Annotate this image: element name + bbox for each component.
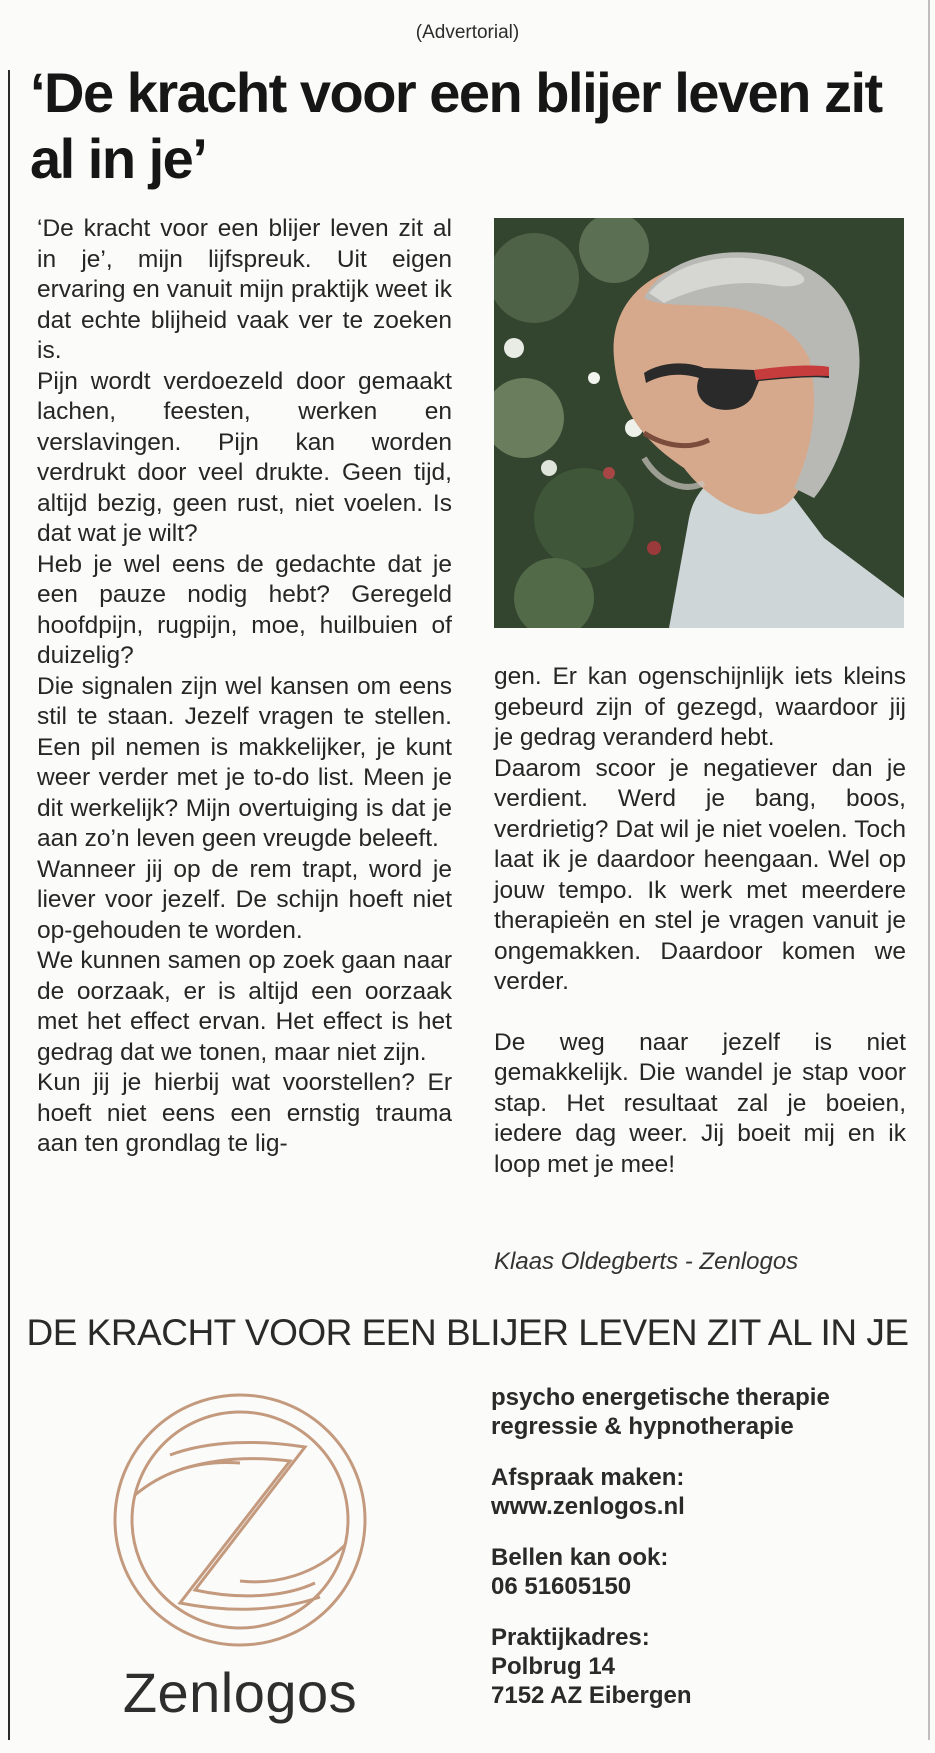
service-item: regressie & hypnotherapie bbox=[491, 1413, 794, 1440]
advertorial-label: (Advertorial) bbox=[415, 22, 520, 43]
paragraph: gen. Er kan ogenschijnlijk iets kleins gebeurd zijn of gezegd, waardoor jij je gedrag veranderd hebt. bbox=[494, 663, 906, 751]
contact-info bbox=[491, 1383, 911, 1732]
headline: ‘De kracht voor een blijer leven zit al in je’ bbox=[30, 61, 882, 190]
page-border-left bbox=[8, 70, 10, 1740]
address-label: Praktijkadres: bbox=[491, 1624, 650, 1651]
portrait-illustration bbox=[494, 218, 904, 628]
page-border-right bbox=[928, 0, 930, 1740]
phone-block bbox=[491, 1543, 911, 1601]
paragraph: Daarom scoor je negatiever dan je verdient. Werd je bang, boos, verdrietig? Dat wil je niet voelen. Toch laat ik je daardoor heengaan. Wel op jouw tempo. Ik werk met meerdere therapieën en stel je vragen vanuit je ongemakken. Daardoor komen we verder. bbox=[494, 754, 906, 995]
z-circle-icon bbox=[90, 1385, 390, 1655]
paragraph: Wanneer jij op de rem trapt, word je liever voor jezelf. De schijn hoeft niet op-gehouden te worden. bbox=[37, 855, 452, 944]
address-street: Polbrug 14 bbox=[491, 1653, 616, 1680]
logo-wordmark: Zenlogos bbox=[122, 1661, 358, 1724]
address-block bbox=[491, 1623, 911, 1710]
paragraph: De weg naar jezelf is niet gemakkelijk. Die wandel je stap voor stap. Het resultaat zal je boeien, iedere dag weer. Jij boeit mij en ik loop met je mee! bbox=[494, 1028, 906, 1178]
appointment-block bbox=[491, 1463, 911, 1521]
article-column-left bbox=[37, 214, 452, 1160]
paragraph: We kunnen samen op zoek gaan naar de oorzaak, er is altijd een oorzaak met het effect ervan. Het effect is het gedrag dat we tonen, maar niet zijn. bbox=[37, 947, 452, 1066]
website-link[interactable]: www.zenlogos.nl bbox=[491, 1493, 685, 1520]
service-item: psycho energetische therapie bbox=[491, 1384, 830, 1411]
appointment-label: Afspraak maken: bbox=[491, 1464, 685, 1491]
zenlogos-logo bbox=[90, 1385, 390, 1725]
paragraph-gap bbox=[494, 998, 906, 1028]
phone-label: Bellen kan ook: bbox=[491, 1544, 669, 1571]
paragraph: Heb je wel eens de gedachte dat je een pauze nodig hebt? Geregeld hoofdpijn, rugpijn, moe, huilbuien of duizelig? bbox=[37, 550, 452, 669]
phone-number[interactable]: 06 51605150 bbox=[491, 1573, 632, 1600]
paragraph: Kun jij je hierbij wat voorstellen? Er hoeft niet eens een ernstig trauma aan ten grondlag te lig- bbox=[37, 1069, 452, 1157]
slogan-banner: DE KRACHT VOOR EEN BLIJER LEVEN ZIT AL IN JE bbox=[26, 1312, 909, 1353]
author-byline: Klaas Oldegberts - Zenlogos bbox=[494, 1248, 799, 1275]
services-block bbox=[491, 1383, 911, 1441]
paragraph: Pijn wordt verdoezeld door gemaakt lachen, feesten, werken en verslavingen. Pijn kan worden verdrukt door veel drukte. Geen tijd, altijd bezig, geen rust, niet voelen. Is dat wat je wilt? bbox=[37, 367, 452, 547]
author-photo bbox=[494, 218, 904, 628]
address-city: 7152 AZ Eibergen bbox=[491, 1682, 692, 1709]
paragraph: ‘De kracht voor een blijer leven zit al in je’, mijn lijfspreuk. Uit eigen ervaring en vanuit mijn praktijk weet ik dat echte blijheid vaak ver te zoeken is. bbox=[37, 215, 452, 364]
paragraph: Die signalen zijn wel kansen om eens stil te staan. Jezelf vragen te stellen. Een pil nemen is makkelijker, je kunt weer verder met je to-do list. Meen je dit werkelijk? Mijn overtuiging is dat je aan zo’n leven geen vreugde beleeft. bbox=[37, 672, 452, 852]
article-column-right bbox=[494, 662, 906, 1180]
